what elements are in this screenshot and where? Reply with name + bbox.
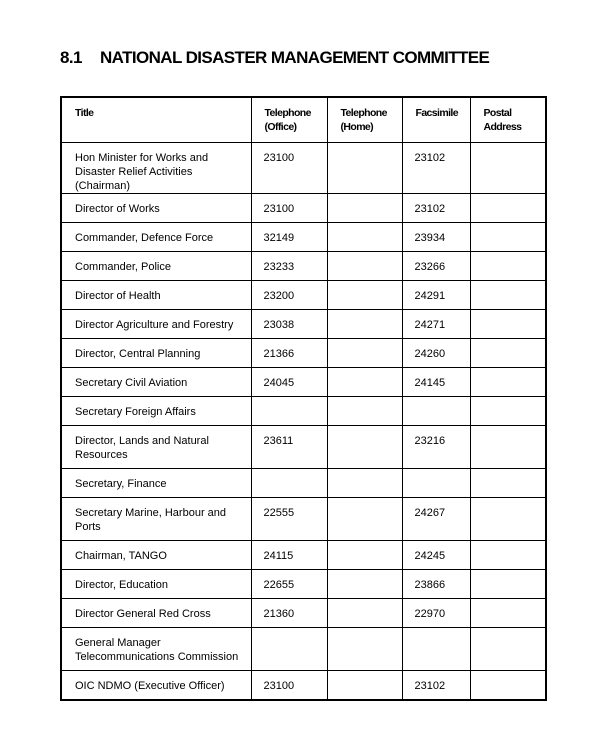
title-text: Secretary Marine, Harbour and xyxy=(75,507,227,519)
facsimile-cell: 24291 xyxy=(402,281,470,310)
telephone-home-cell xyxy=(327,570,402,599)
postal-address-cell xyxy=(470,397,546,426)
telephone-office-cell: 23100 xyxy=(251,671,327,701)
table-row xyxy=(61,143,546,194)
postal-address-cell xyxy=(470,469,546,498)
telephone-office-cell: 24045 xyxy=(251,368,327,397)
title-cell xyxy=(61,252,251,281)
table-row xyxy=(61,628,546,671)
title-cell xyxy=(61,397,251,426)
telephone-office-cell: 24115 xyxy=(251,541,327,570)
postal-address-cell xyxy=(470,498,546,541)
telephone-office-cell xyxy=(251,628,327,671)
table-row xyxy=(61,599,546,628)
title-text: Hon Minister for Works and xyxy=(75,152,209,164)
header-label: Telephone xyxy=(340,107,387,119)
title-text: Director, Education xyxy=(75,579,168,591)
telephone-office-cell: 21360 xyxy=(251,599,327,628)
title-cell xyxy=(61,628,251,671)
facsimile-cell: 24271 xyxy=(402,310,470,339)
telephone-home-cell xyxy=(327,339,402,368)
postal-address-cell xyxy=(470,628,546,671)
postal-address-cell xyxy=(470,310,546,339)
postal-address-cell xyxy=(470,368,546,397)
postal-address-cell xyxy=(470,541,546,570)
telephone-office-cell: 23038 xyxy=(251,310,327,339)
postal-address-cell xyxy=(470,223,546,252)
facsimile-cell: 23216 xyxy=(402,426,470,469)
title-text: Ports xyxy=(75,521,101,533)
title-text: Chairman, TANGO xyxy=(75,550,167,562)
header-postal-address xyxy=(470,97,546,143)
title-text: Commander, Defence Force xyxy=(75,232,214,244)
title-text: Director, Lands and Natural xyxy=(75,435,209,447)
title-cell xyxy=(61,223,251,252)
title-text: Director of Works xyxy=(75,203,160,215)
title-cell xyxy=(61,599,251,628)
table-row xyxy=(61,671,546,701)
title-cell xyxy=(61,469,251,498)
telephone-office-cell: 22555 xyxy=(251,498,327,541)
postal-address-cell xyxy=(470,194,546,223)
postal-address-cell xyxy=(470,671,546,701)
table-row xyxy=(61,223,546,252)
facsimile-cell: 24145 xyxy=(402,368,470,397)
postal-address-cell xyxy=(470,252,546,281)
title-text: Director Agriculture and Forestry xyxy=(75,319,234,331)
header-label: Telephone xyxy=(264,107,311,119)
table-header-row xyxy=(61,97,546,143)
committee-table xyxy=(60,96,547,701)
telephone-home-cell xyxy=(327,498,402,541)
postal-address-cell xyxy=(470,339,546,368)
telephone-office-cell: 22655 xyxy=(251,570,327,599)
title-cell xyxy=(61,310,251,339)
header-telephone-office xyxy=(251,97,327,143)
telephone-home-cell xyxy=(327,397,402,426)
title-cell xyxy=(61,570,251,599)
section-heading xyxy=(60,48,489,68)
postal-address-cell xyxy=(470,599,546,628)
telephone-home-cell xyxy=(327,310,402,339)
telephone-office-cell xyxy=(251,469,327,498)
title-cell xyxy=(61,671,251,701)
table-body xyxy=(61,143,546,701)
header-label: (Office) xyxy=(264,121,297,133)
postal-address-cell xyxy=(470,143,546,194)
title-text: Commander, Police xyxy=(75,261,171,273)
table-row xyxy=(61,426,546,469)
telephone-home-cell xyxy=(327,671,402,701)
table-row xyxy=(61,310,546,339)
title-cell xyxy=(61,339,251,368)
telephone-home-cell xyxy=(327,281,402,310)
title-cell xyxy=(61,143,251,194)
title-cell xyxy=(61,426,251,469)
title-text: Director, Central Planning xyxy=(75,348,201,360)
table-row xyxy=(61,469,546,498)
facsimile-cell: 24267 xyxy=(402,498,470,541)
telephone-home-cell xyxy=(327,541,402,570)
telephone-home-cell xyxy=(327,252,402,281)
telephone-office-cell: 23100 xyxy=(251,194,327,223)
section-number: 8.1 xyxy=(60,48,82,67)
title-text: Secretary, Finance xyxy=(75,478,167,490)
header-label: Facsimile xyxy=(415,107,458,119)
telephone-home-cell xyxy=(327,194,402,223)
telephone-office-cell: 23611 xyxy=(251,426,327,469)
postal-address-cell xyxy=(470,426,546,469)
table-row xyxy=(61,194,546,223)
table-row xyxy=(61,252,546,281)
title-text: Secretary Civil Aviation xyxy=(75,377,188,389)
telephone-home-cell xyxy=(327,469,402,498)
title-text: Disaster Relief Activities (Chairman) xyxy=(75,166,193,192)
title-cell xyxy=(61,281,251,310)
header-facsimile xyxy=(402,97,470,143)
title-text: Director General Red Cross xyxy=(75,608,211,620)
title-cell xyxy=(61,368,251,397)
telephone-office-cell: 23233 xyxy=(251,252,327,281)
table-row xyxy=(61,541,546,570)
title-cell xyxy=(61,194,251,223)
telephone-home-cell xyxy=(327,426,402,469)
title-cell xyxy=(61,498,251,541)
facsimile-cell: 23266 xyxy=(402,252,470,281)
telephone-home-cell xyxy=(327,223,402,252)
title-text: OIC NDMO (Executive Officer) xyxy=(75,680,225,692)
facsimile-cell: 23934 xyxy=(402,223,470,252)
facsimile-cell: 24260 xyxy=(402,339,470,368)
facsimile-cell xyxy=(402,469,470,498)
telephone-office-cell: 23100 xyxy=(251,143,327,194)
table-row xyxy=(61,281,546,310)
facsimile-cell xyxy=(402,628,470,671)
telephone-office-cell: 21366 xyxy=(251,339,327,368)
table-row xyxy=(61,570,546,599)
section-title: NATIONAL DISASTER MANAGEMENT COMMITTEE xyxy=(100,48,490,67)
title-text: Secretary Foreign Affairs xyxy=(75,406,196,418)
facsimile-cell: 23102 xyxy=(402,671,470,701)
title-cell xyxy=(61,541,251,570)
telephone-office-cell: 23200 xyxy=(251,281,327,310)
title-text: Resources xyxy=(75,449,128,461)
header-label: Address xyxy=(483,121,522,133)
table-row xyxy=(61,339,546,368)
title-text: General Manager xyxy=(75,637,161,649)
table-row xyxy=(61,498,546,541)
header-label: Postal xyxy=(483,107,512,119)
title-text: Telecommunications Commission xyxy=(75,651,239,663)
telephone-office-cell xyxy=(251,397,327,426)
header-label: Title xyxy=(75,107,94,119)
telephone-home-cell xyxy=(327,599,402,628)
postal-address-cell xyxy=(470,281,546,310)
telephone-home-cell xyxy=(327,143,402,194)
table-row xyxy=(61,397,546,426)
facsimile-cell: 23102 xyxy=(402,194,470,223)
facsimile-cell: 23866 xyxy=(402,570,470,599)
table-row xyxy=(61,368,546,397)
facsimile-cell: 22970 xyxy=(402,599,470,628)
facsimile-cell: 23102 xyxy=(402,143,470,194)
telephone-home-cell xyxy=(327,628,402,671)
telephone-office-cell: 32149 xyxy=(251,223,327,252)
header-label: (Home) xyxy=(340,121,374,133)
header-telephone-home xyxy=(327,97,402,143)
telephone-home-cell xyxy=(327,368,402,397)
header-title xyxy=(61,97,251,143)
facsimile-cell: 24245 xyxy=(402,541,470,570)
postal-address-cell xyxy=(470,570,546,599)
title-text: Director of Health xyxy=(75,290,161,302)
facsimile-cell xyxy=(402,397,470,426)
